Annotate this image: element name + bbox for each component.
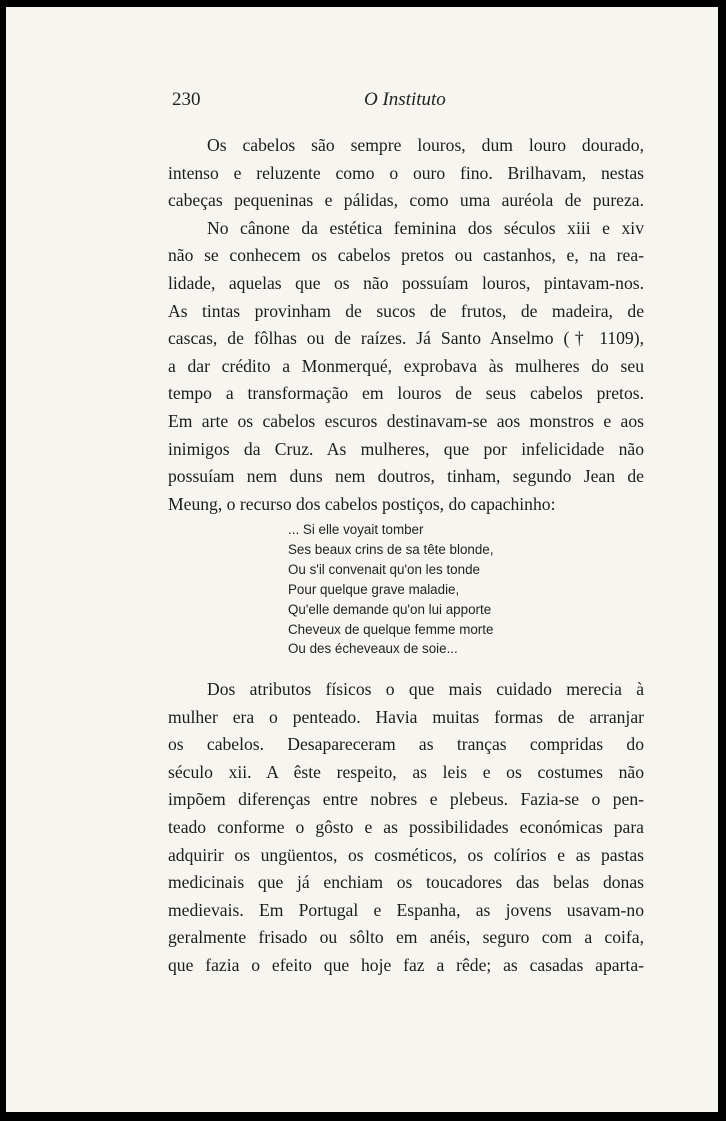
text-line: medievais. Em Portugal e Espanha, as jovens usavam-no: [168, 899, 644, 920]
text-line: lidade, aquelas que os não possuíam louros, pintavam-nos.: [168, 272, 644, 293]
paragraph-1: [168, 132, 644, 215]
text-line: adquirir os ungüentos, os cosméticos, os colírios e as pastas: [168, 844, 644, 865]
body-text-top: [168, 132, 644, 518]
text-line: intenso e reluzente como o ouro fino. Brilhavam, nestas: [168, 162, 644, 183]
text-line: Em arte os cabelos escuros destinavam-se aos monstros e aos: [168, 410, 644, 431]
verse-line: Qu'elle demande qu'on lui apporte: [288, 601, 492, 617]
page-header: [168, 89, 652, 119]
book-page: [6, 7, 718, 1112]
text-line: No cânone da estética feminina dos séculos xiii e xiv: [207, 217, 644, 238]
verse-line: Ses beaux crins de sa tête blonde,: [288, 541, 494, 557]
verse-line: Ou s'il convenait qu'on les tonde: [288, 561, 480, 577]
text-line: medicinais que já enchiam os toucadores das belas donas: [168, 872, 644, 893]
text-line: tempo a transformação em louros de seus cabelos pretos.: [168, 383, 644, 404]
text-line: os cabelos. Desapareceram as tranças compridas do: [168, 734, 644, 755]
text-line: não se conhecem os cabelos pretos ou castanhos, e, na rea-: [168, 245, 644, 266]
text-line: possuíam nem duns nem doutros, tinham, segundo Jean de: [168, 466, 644, 487]
text-line: cabeças pequeninas e pálidas, como uma auréola de pureza.: [168, 190, 644, 211]
text-line: a dar crédito a Monmerqué, exprobava às mulheres do seu: [168, 355, 644, 376]
paragraph-2: [168, 215, 644, 519]
paragraph-3: [168, 676, 644, 980]
text-line: Os cabelos são sempre louros, dum louro dourado,: [207, 135, 644, 155]
text-line: teado conforme o gôsto e as possibilidades económicas para: [168, 816, 644, 837]
text-line: geralmente frisado ou sôlto em anéis, seguro com a coifa,: [168, 927, 644, 948]
running-title: O Instituto: [364, 89, 446, 110]
text-line: As tintas provinham de sucos de frutos, de madeira, de: [168, 300, 644, 321]
text-line: que fazia o efeito que hoje faz a rêde; as casadas aparta-: [168, 954, 644, 975]
verse-line: Cheveux de quelque femme morte: [288, 621, 494, 637]
text-line: século xii. A êste respeito, as leis e os costumes não: [168, 761, 644, 782]
text-line: mulher era o penteado. Havia muitas formas de arranjar: [168, 706, 644, 727]
text-line: Meung, o recurso dos cabelos postiços, do capachinho:: [168, 493, 556, 514]
text-line: inimigos da Cruz. As mulheres, que por infelicidade não: [168, 438, 644, 459]
verse-line: Pour quelque grave maladie,: [288, 581, 460, 597]
verse-line: ... Si elle voyait tomber: [288, 522, 424, 537]
text-line: cascas, de fôlhas ou de raízes. Já Santo Anselmo († 1109),: [168, 328, 644, 349]
page-number: 230: [172, 89, 201, 110]
text-line: impõem diferenças entre nobres e plebeus. Fazia-se o pen-: [168, 789, 644, 810]
verse-line: Ou des écheveaux de soie...: [288, 641, 458, 657]
body-text-bottom: [168, 676, 644, 980]
verse-quotation: [288, 520, 548, 659]
text-line: Dos atributos físicos o que mais cuidado merecia à: [207, 679, 644, 699]
